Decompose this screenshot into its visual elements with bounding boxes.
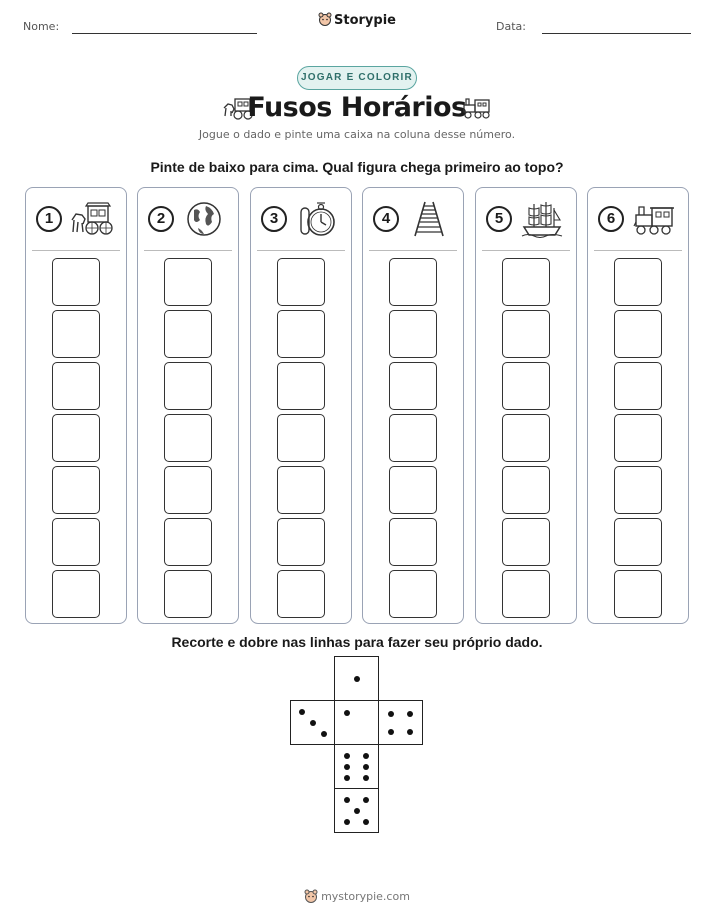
column-1 bbox=[25, 187, 127, 624]
railroad-track-icon bbox=[407, 200, 451, 238]
column-number: 5 bbox=[486, 206, 512, 232]
color-box[interactable] bbox=[52, 362, 100, 410]
die-pip bbox=[354, 676, 360, 682]
storypie-logo-icon bbox=[304, 889, 318, 903]
color-box[interactable] bbox=[614, 310, 662, 358]
die-face-three bbox=[290, 700, 335, 745]
column-divider bbox=[257, 250, 345, 251]
sailing-ship-icon bbox=[520, 200, 564, 238]
die-pip bbox=[344, 775, 350, 781]
column-divider bbox=[482, 250, 570, 251]
color-box[interactable] bbox=[52, 258, 100, 306]
column-number: 4 bbox=[373, 206, 399, 232]
die-pip bbox=[310, 720, 316, 726]
game-instruction: Pinte de baixo para cima. Qual figura chega primeiro ao topo? bbox=[150, 159, 564, 175]
color-box[interactable] bbox=[389, 362, 437, 410]
column-divider bbox=[32, 250, 120, 251]
color-box[interactable] bbox=[614, 414, 662, 462]
die-face-six bbox=[334, 744, 379, 789]
cut-instruction: Recorte e dobre nas linhas para fazer seu próprio dado. bbox=[171, 634, 543, 650]
brand bbox=[0, 12, 714, 28]
color-box[interactable] bbox=[277, 310, 325, 358]
color-box[interactable] bbox=[277, 258, 325, 306]
die-pip bbox=[344, 710, 350, 716]
column-2 bbox=[137, 187, 239, 624]
footer-url[interactable]: mystorypie.com bbox=[321, 890, 410, 903]
die-face-five bbox=[334, 788, 379, 833]
die-pip bbox=[344, 797, 350, 803]
color-box[interactable] bbox=[277, 518, 325, 566]
color-box[interactable] bbox=[389, 466, 437, 514]
subtitle: Jogue o dado e pinte uma caixa na coluna desse número. bbox=[198, 128, 516, 141]
column-number: 2 bbox=[148, 206, 174, 232]
color-box[interactable] bbox=[389, 258, 437, 306]
die-pip bbox=[344, 753, 350, 759]
color-box[interactable] bbox=[52, 310, 100, 358]
color-box[interactable] bbox=[614, 466, 662, 514]
column-number: 1 bbox=[36, 206, 62, 232]
color-box[interactable] bbox=[389, 414, 437, 462]
color-box[interactable] bbox=[502, 414, 550, 462]
die-pip bbox=[363, 797, 369, 803]
die-pip bbox=[344, 764, 350, 770]
die-pip bbox=[388, 711, 394, 717]
color-box[interactable] bbox=[502, 362, 550, 410]
column-divider bbox=[144, 250, 232, 251]
color-box[interactable] bbox=[52, 466, 100, 514]
color-box[interactable] bbox=[389, 310, 437, 358]
die-pip bbox=[344, 819, 350, 825]
stagecoach-icon bbox=[70, 200, 114, 238]
die-pip bbox=[388, 729, 394, 735]
column-3 bbox=[250, 187, 352, 624]
color-box[interactable] bbox=[164, 466, 212, 514]
footer bbox=[0, 889, 714, 903]
activity-badge: JOGAR E COLORIR bbox=[297, 66, 417, 90]
column-divider bbox=[369, 250, 457, 251]
die-face-four bbox=[378, 700, 423, 745]
name-label: Nome: bbox=[23, 20, 60, 33]
color-box[interactable] bbox=[502, 258, 550, 306]
color-box[interactable] bbox=[502, 310, 550, 358]
color-box[interactable] bbox=[502, 570, 550, 618]
column-number: 3 bbox=[261, 206, 287, 232]
color-box[interactable] bbox=[614, 570, 662, 618]
die-pip bbox=[354, 808, 360, 814]
color-box[interactable] bbox=[614, 362, 662, 410]
name-line[interactable] bbox=[72, 33, 257, 34]
color-box[interactable] bbox=[277, 570, 325, 618]
color-box[interactable] bbox=[277, 362, 325, 410]
steam-train-icon bbox=[632, 200, 676, 238]
die-pip bbox=[363, 753, 369, 759]
color-box[interactable] bbox=[164, 362, 212, 410]
color-box[interactable] bbox=[502, 518, 550, 566]
color-box[interactable] bbox=[164, 518, 212, 566]
color-box[interactable] bbox=[52, 570, 100, 618]
color-box[interactable] bbox=[164, 310, 212, 358]
die-pip bbox=[363, 775, 369, 781]
steam-train-icon bbox=[461, 94, 493, 122]
die-pip bbox=[407, 729, 413, 735]
die-pip bbox=[407, 711, 413, 717]
brand-name: Storypie bbox=[334, 13, 396, 28]
color-box[interactable] bbox=[389, 570, 437, 618]
color-box[interactable] bbox=[614, 518, 662, 566]
color-box[interactable] bbox=[389, 518, 437, 566]
color-box[interactable] bbox=[614, 258, 662, 306]
die-pip bbox=[363, 764, 369, 770]
color-box[interactable] bbox=[164, 414, 212, 462]
globe-icon bbox=[182, 200, 226, 238]
column-4 bbox=[362, 187, 464, 624]
column-number: 6 bbox=[598, 206, 624, 232]
color-box[interactable] bbox=[52, 518, 100, 566]
column-6 bbox=[587, 187, 689, 624]
color-box[interactable] bbox=[164, 570, 212, 618]
die-face-center bbox=[334, 700, 379, 745]
date-line[interactable] bbox=[542, 33, 691, 34]
color-box[interactable] bbox=[164, 258, 212, 306]
color-box[interactable] bbox=[502, 466, 550, 514]
column-divider bbox=[594, 250, 682, 251]
color-box[interactable] bbox=[52, 414, 100, 462]
color-box[interactable] bbox=[277, 466, 325, 514]
page-title: Fusos Horários bbox=[247, 92, 467, 123]
die-pip bbox=[299, 709, 305, 715]
die-pip bbox=[321, 731, 327, 737]
die-pip bbox=[363, 819, 369, 825]
pocket-watch-icon bbox=[295, 200, 339, 238]
column-5 bbox=[475, 187, 577, 624]
color-box[interactable] bbox=[277, 414, 325, 462]
storypie-logo-icon bbox=[318, 12, 332, 26]
die-face-one bbox=[334, 656, 379, 701]
date-label: Data: bbox=[496, 20, 526, 33]
